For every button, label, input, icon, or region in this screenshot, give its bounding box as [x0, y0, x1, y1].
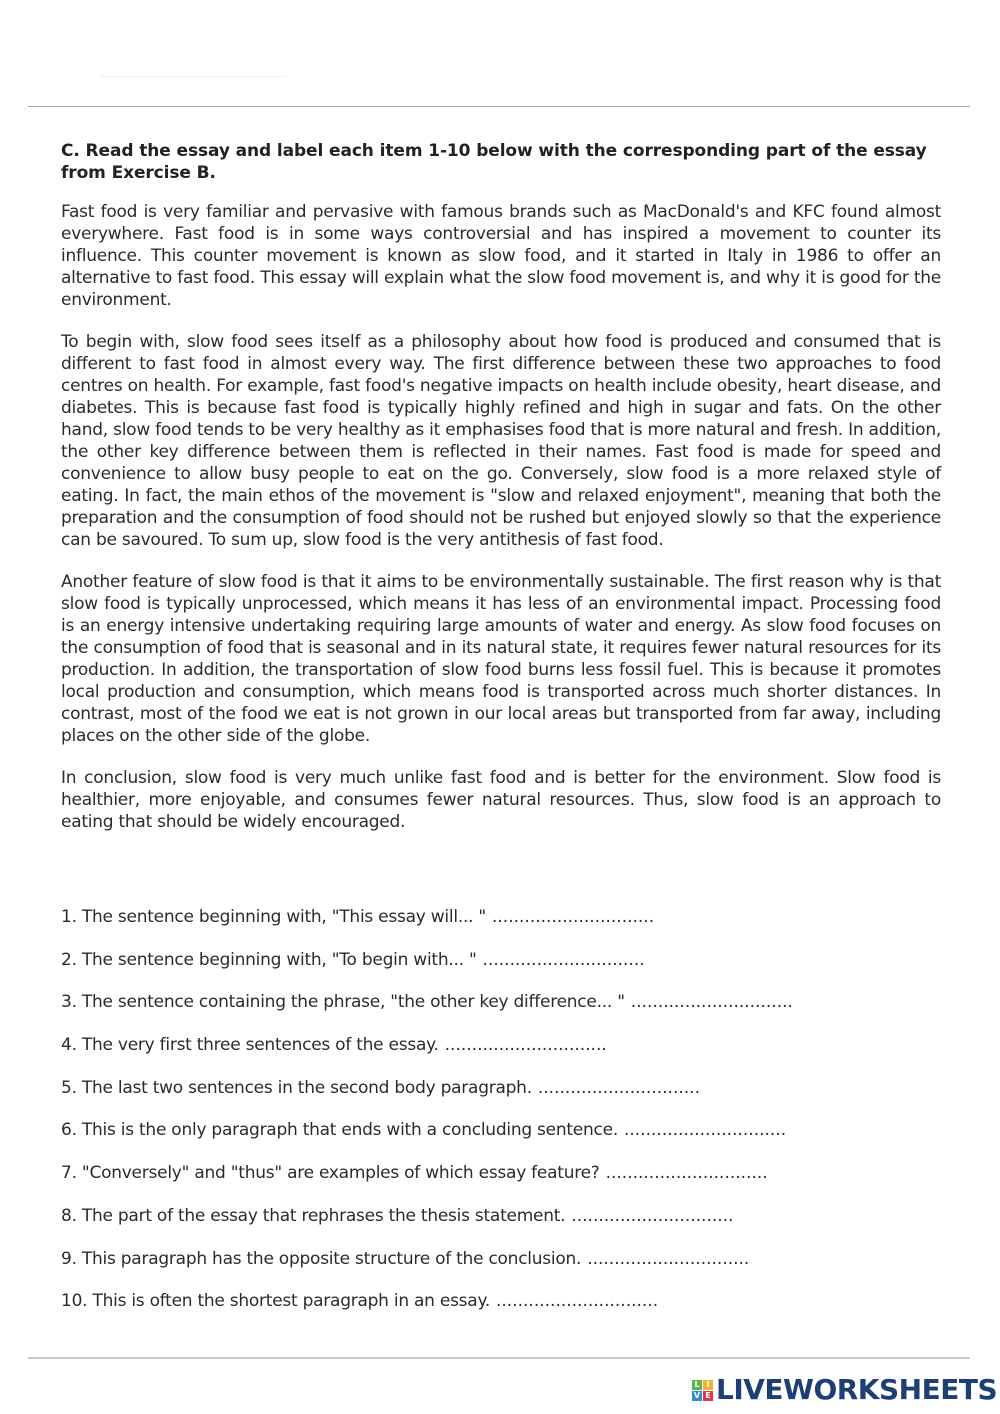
item-text: 1. The sentence beginning with, "This essay will... " — [61, 907, 486, 927]
item-text: 10. This is often the shortest paragraph in an essay. — [61, 1291, 490, 1312]
logo-block-l: L — [692, 1380, 702, 1390]
answer-blank[interactable]: .............................. — [496, 1291, 659, 1312]
answer-blank[interactable]: .............................. — [482, 949, 645, 970]
logo-block-i: I — [703, 1380, 713, 1390]
answer-blank[interactable]: .............................. — [537, 1077, 700, 1098]
item-text: 7. "Conversely" and "thus" are examples of which essay feature? — [61, 1163, 600, 1184]
liveworksheets-logo[interactable] — [692, 1374, 997, 1406]
list-item — [61, 1077, 961, 1120]
logo-blocks-icon — [692, 1380, 713, 1401]
answer-blank[interactable]: .............................. — [571, 1205, 734, 1226]
item-text: 2. The sentence beginning with, "To begin with... " — [61, 949, 477, 970]
logo-text: LIVEWORKSHEETS — [716, 1373, 998, 1406]
list-item — [61, 1162, 961, 1205]
item-text: 5. The last two sentences in the second body paragraph. — [61, 1077, 532, 1098]
list-item — [61, 949, 961, 992]
essay-body-paragraph-2: Another feature of slow food is that it aims to be environmentally sustainable. The first reason why is that slow food is typically unprocessed, which means it has less of an environmental impact. Processing food is an energy intensive undertaking requiring large amounts of water and energy. As slow food focuses on the consumption of food that is seasonal and in its natural state, it requires fewer natural resources for its production. In addition, the transportation of slow food burns less fossil fuel. This is because it promotes local production and consumption, which means food is transported across much shorter distances. In contrast, most of the food we eat is not grown in our local areas but transported from far away, including places on the other side of the globe. — [61, 572, 941, 746]
item-text: 6. This is the only paragraph that ends with a concluding sentence. — [61, 1120, 618, 1141]
essay-conclusion: In conclusion, slow food is very much unlike fast food and is better for the environment. Slow food is healthier, more enjoyable, and consumes fewer natural resources. Thus, slow food is an approach to eating that should be widely encouraged. — [61, 768, 941, 832]
item-text: 3. The sentence containing the phrase, "the other key difference... " — [61, 992, 625, 1013]
answer-blank[interactable]: .............................. — [444, 1035, 607, 1056]
label-items-list — [61, 906, 961, 1333]
answer-blank[interactable]: .............................. — [605, 1163, 768, 1184]
answer-blank[interactable]: .............................. — [630, 992, 793, 1013]
worksheet-content — [61, 140, 941, 853]
list-item — [61, 1205, 961, 1248]
list-item — [61, 1034, 961, 1077]
item-text: 4. The very first three sentences of the essay. — [61, 1035, 439, 1056]
list-item — [61, 991, 961, 1034]
item-text: 8. The part of the essay that rephrases the thesis statement. — [61, 1205, 566, 1226]
list-item — [61, 1119, 961, 1162]
answer-blank[interactable]: .............................. — [492, 907, 655, 927]
list-item — [61, 906, 961, 949]
header-stub-line — [100, 76, 286, 77]
bottom-divider — [28, 1357, 970, 1359]
exercise-instruction: C. Read the essay and label each item 1-10 below with the corresponding part of the essay from Exercise B. — [61, 141, 927, 183]
essay-introduction: Fast food is very familiar and pervasive with famous brands such as MacDonald's and KFC found almost everywhere. Fast food is in some ways controversial and has inspired a movement to counter its influence. This counter movement is known as slow food, and it started in Italy in 1986 to offer an alternative to fast food. This essay will explain what the slow food movement is, and why it is good for the environment. — [61, 202, 941, 310]
logo-block-v: V — [693, 1391, 701, 1400]
answer-blank[interactable]: .............................. — [624, 1120, 787, 1141]
logo-block-e: E — [703, 1391, 713, 1401]
item-text: 9. This paragraph has the opposite structure of the conclusion. — [61, 1248, 582, 1269]
list-item — [61, 1248, 961, 1291]
essay-body-paragraph-1: To begin with, slow food sees itself as a philosophy about how food is produced and consumed that is different to fast food in almost every way. The first difference between these two approaches to food centres on health. For example, fast food's negative impacts on health include obesity, heart disease, and diabetes. This is because fast food is typically highly refined and high in sugar and fats. On the other hand, slow food tends to be very healthy as it emphasises food that is more natural and fresh. In addition, the other key difference between them is reflected in their names. Fast food is made for speed and convenience to allow busy people to eat on the go. Conversely, slow food is a more relaxed style of eating. In fact, the main ethos of the movement is "slow and relaxed enjoyment", meaning that both the preparation and the consumption of food should not be rushed but enjoyed slowly so that the experience can be savoured. To sum up, slow food is the very antithesis of fast food. — [61, 332, 941, 550]
list-item — [61, 1290, 961, 1333]
top-divider — [28, 106, 970, 107]
answer-blank[interactable]: .............................. — [587, 1248, 750, 1269]
